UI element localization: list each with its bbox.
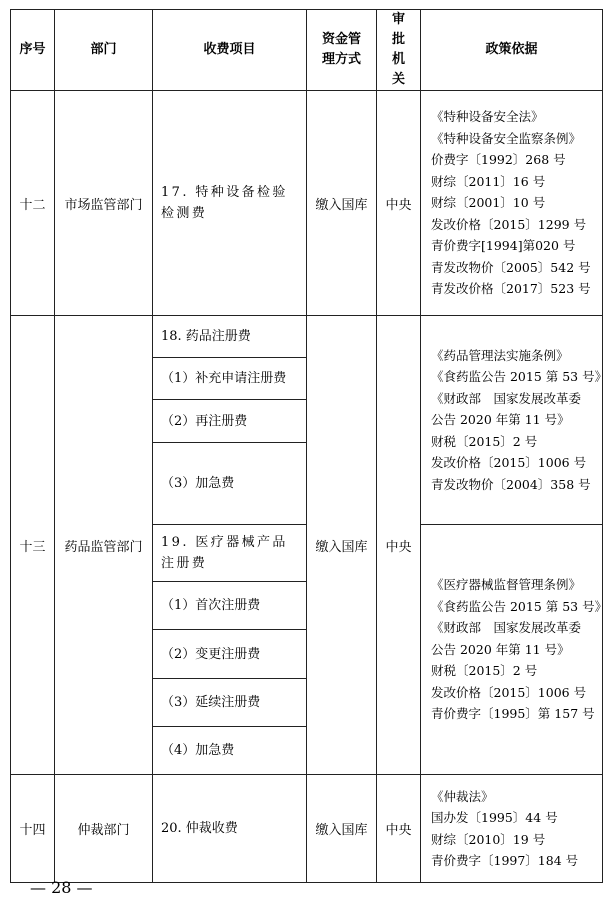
basis-line: 青发改物价〔2004〕358 号 [431,476,591,492]
basis-line: 《食药监公告 2015 第 53 号》 [431,598,608,614]
basis-line: 《医疗器械监督管理条例》 [431,577,582,593]
fee-sub-item: （3）加急费 [153,443,307,525]
basis-line: 发改价格〔2015〕1299 号 [431,216,587,232]
policy-basis [421,525,608,775]
table-row [11,91,603,316]
basis-line: 青发改价格〔2017〕523 号 [431,281,591,297]
basis-line: 财综〔2011〕16 号 [431,173,546,189]
fee-table [10,9,608,883]
fee-item: 18. 药品注册费 [153,316,307,358]
row-no: 十三 [11,316,55,775]
basis-line: 青发改物价〔2005〕542 号 [431,259,591,275]
basis-line: 发改价格〔2015〕1006 号 [431,684,587,700]
fund-method: 缴入国库 [307,91,377,316]
table-row [11,775,603,883]
policy-basis [421,775,603,883]
fee-sub-item: （2）变更注册费 [153,630,307,679]
fund-method: 缴入国库 [307,775,377,883]
approval-authority: 中央 [377,91,421,316]
basis-line: 公告 2020 年第 11 号》 [431,641,570,657]
basis-line: 公告 2020 年第 11 号》 [431,412,570,428]
basis-line: 财综〔2001〕10 号 [431,195,546,211]
fee-sub-item: （1）补充申请注册费 [153,358,307,400]
row-no: 十四 [11,775,55,883]
header-dept: 部门 [55,10,153,91]
row-dept: 仲裁部门 [55,775,153,883]
approval-authority: 中央 [377,316,421,775]
basis-line: 价费字〔1992〕268 号 [431,152,566,168]
policy-basis [421,91,603,316]
header-basis: 政策依据 [421,10,603,91]
basis-line: 青价费字[1994]第020 号 [431,238,576,254]
basis-line: 青价费字〔1997〕184 号 [431,853,579,868]
basis-line: 《仲裁法》 [431,788,494,804]
approval-authority: 中央 [377,775,421,883]
policy-basis [421,316,608,525]
header-item: 收费项目 [153,10,307,91]
fee-item: 17. 特种设备检验检测费 [153,91,307,316]
basis-line: 《药品管理法实施条例》 [431,347,569,363]
basis-line: 财综〔2010〕19 号 [431,831,546,847]
row-no: 十二 [11,91,55,316]
fee-sub-item: （2）再注册费 [153,400,307,443]
fee-item: 19. 医疗器械产品注册费 [153,525,307,582]
fee-item: 20. 仲裁收费 [153,775,307,883]
basis-line: 财税〔2015〕2 号 [431,433,538,449]
basis-line: 发改价格〔2015〕1006 号 [431,455,587,471]
fee-sub-item: （3）延续注册费 [153,679,307,727]
fee-sub-item: （4）加急费 [153,727,307,775]
basis-line: 《特种设备安全监察条例》 [431,130,582,146]
header-no: 序号 [11,10,55,91]
header-approval: 审批机关 [377,10,421,91]
header-row [11,10,603,91]
basis-line: 《食药监公告 2015 第 53 号》 [431,369,608,385]
basis-line: 《财政部 国家发展改革委 [431,390,582,406]
basis-line: 青价费字〔1995〕第 157 号 [431,706,595,722]
basis-line: 《财政部 国家发展改革委 [431,620,582,636]
row-dept: 药品监管部门 [55,316,153,775]
table-row [11,316,603,358]
basis-line: 国办发〔1995〕44 号 [431,810,558,825]
row-dept: 市场监管部门 [55,91,153,316]
page-number: — 28 — [30,878,93,897]
basis-line: 财税〔2015〕2 号 [431,663,538,679]
fee-sub-item: （1）首次注册费 [153,582,307,630]
fund-method: 缴入国库 [307,316,377,775]
header-fund: 资金管理方式 [307,10,377,91]
basis-line: 《特种设备安全法》 [431,109,544,125]
